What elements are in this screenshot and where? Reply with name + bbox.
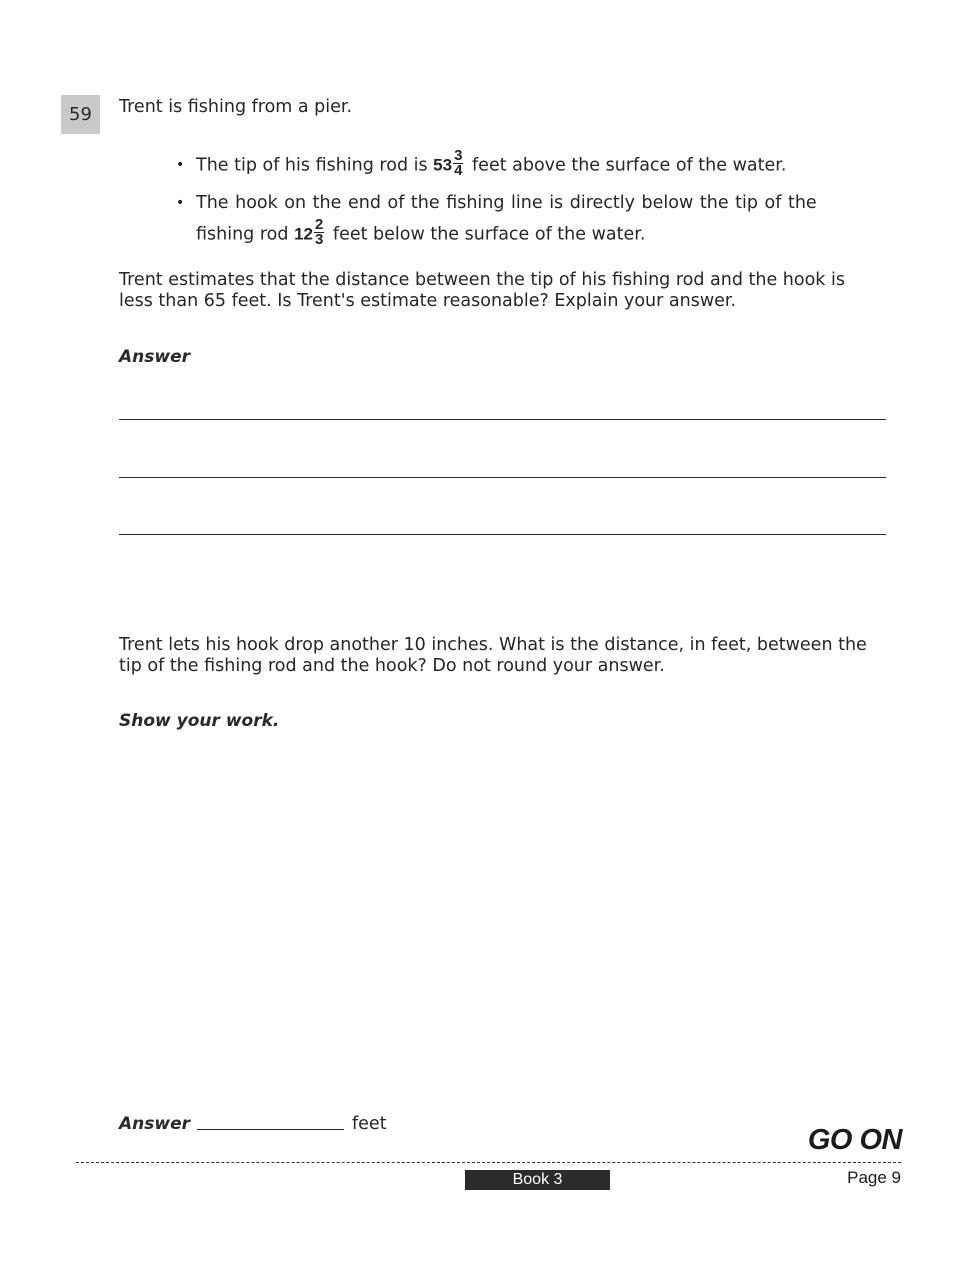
fraction-denominator: 3 [314, 231, 324, 248]
bullet-1-prefix: The tip of his fishing rod is [196, 155, 428, 176]
fraction-numerator: 2 [314, 216, 324, 233]
final-answer-label: Answer [119, 1114, 190, 1134]
answer-line-1[interactable] [119, 419, 886, 420]
part-b-line-2: tip of the fishing rod and the hook? Do not round your answer. [119, 656, 665, 676]
bullet-marker: • [176, 157, 185, 173]
bullet-2-line-2 [196, 216, 646, 249]
question-number: 59 [61, 95, 100, 134]
bullet-2-suffix: feet below the surface of the water. [332, 224, 646, 245]
bullet-2-prefix: fishing rod [196, 224, 289, 245]
mixed-number-whole: 53 [433, 155, 453, 175]
go-on-label: GO ON [807, 1124, 902, 1156]
mixed-number-whole: 12 [294, 224, 313, 244]
answer-unit: feet [352, 1114, 387, 1134]
fraction [314, 218, 324, 247]
bullet-2-line-1: The hook on the end of the fishing line is directly below the tip of the [196, 193, 817, 213]
bullet-1-suffix: feet above the surface of the water. [472, 155, 787, 176]
bullet-1 [196, 147, 787, 180]
answer-line-3[interactable] [119, 534, 886, 535]
part-a-line-2: less than 65 feet. Is Trent's estimate reasonable? Explain your answer. [119, 291, 737, 311]
answer-label: Answer [119, 347, 190, 367]
page-number: Page 9 [847, 1168, 901, 1187]
final-answer-blank[interactable] [197, 1129, 344, 1130]
book-label: Book 3 [465, 1170, 610, 1190]
fraction-numerator: 3 [454, 147, 463, 164]
fraction [453, 149, 463, 178]
fraction-denominator: 4 [454, 162, 463, 179]
answer-line-2[interactable] [119, 477, 886, 478]
footer-divider [76, 1162, 901, 1163]
bullet-marker: • [176, 195, 185, 211]
part-a-line-1: Trent estimates that the distance between the tip of his fishing rod and the hook is [119, 270, 845, 290]
part-b-line-1: Trent lets his hook drop another 10 inches. What is the distance, in feet, between the [119, 635, 867, 655]
question-intro: Trent is fishing from a pier. [119, 97, 353, 117]
show-work-label: Show your work. [119, 711, 280, 731]
work-area[interactable] [119, 745, 886, 1105]
